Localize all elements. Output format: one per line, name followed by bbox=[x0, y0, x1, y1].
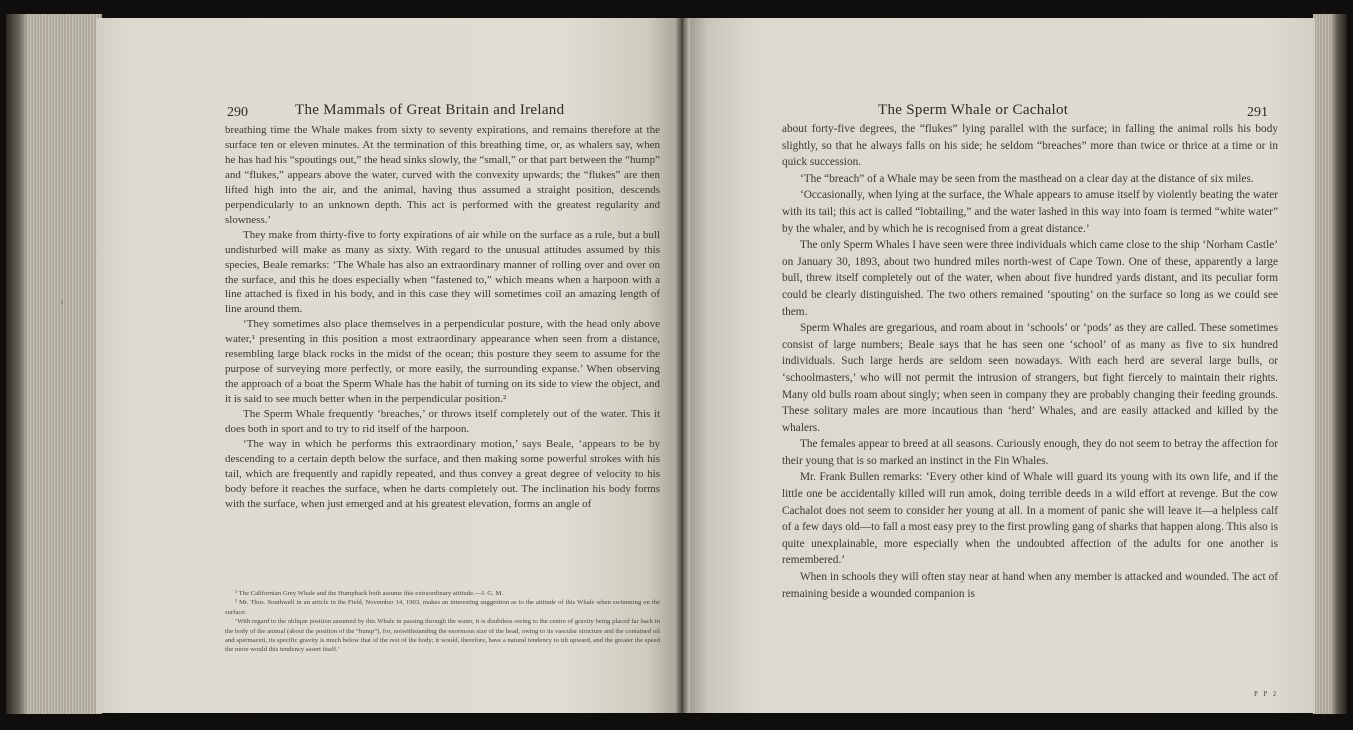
running-head: The Sperm Whale or Cachalot bbox=[878, 102, 1069, 118]
page-number: 290 bbox=[227, 105, 248, 120]
running-head: The Mammals of Great Britain and Ireland bbox=[295, 102, 565, 118]
paragraph: ‘They sometimes also place themselves in a perpendicular posture, with the head only above water,¹ presenting in this position a most extraordinary appearance when seen from a distance, resembling large black rocks in the midst of the ocean; this posture they seem to assume for the purpose of surveying more perfectly, or more easily, the surrounding expanse.’ When observing the approach of a boat the Sperm Whale has the habit of turning on its side to view the object, and it is said to see much better when in the perpendicular position.² bbox=[225, 318, 660, 406]
footnotes bbox=[225, 589, 660, 655]
right-page bbox=[682, 18, 1315, 713]
footnote: ¹ The Californian Grey Whale and the Humpback both assume this extraordinary attitude.—J. G. M. bbox=[235, 590, 504, 597]
paragraph: ‘The “breach” of a Whale may be seen from the masthead on a clear day at the distance of six miles. bbox=[800, 172, 1254, 185]
paragraph: Sperm Whales are gregarious, and roam about in ‘schools’ or ‘pods’ as they are called. These sometimes consist of large numbers; Beale says that he has seen one ‘school’ of as many as five to six hundred individuals. Such large herds are seldom seen nowadays. With each herd are several large bulls, or ‘schoolmasters,’ who will not permit the intrusion of strangers, but fight fiercely to maintain their rights. Many old bulls roam about singly; when seen in company they are probably changing their feeding grounds. These solitary males are more incautious than ‘herd’ Whales, and are easily attacked and killed by the whalers. bbox=[782, 322, 1278, 434]
paragraph: breathing time the Whale makes from sixty to seventy expirations, and remains therefore at the surface ten or eleven minutes. At the termination of this breathing time, or, as whalers say, when he has had his “spoutings out,” the head sinks slowly, the “small,” or that part between the “hump” and “flukes,” appears above the water, curved with the convexity upwards; the “flukes” are then lifted high into the air, and the animal, having thus assumed a straight position, descends perpendicularly to an unknown depth. This act is performed with the greatest regularity and slowness.’ bbox=[225, 124, 660, 226]
paragraph: The Sperm Whale frequently ‘breaches,’ or throws itself completely out of the water. This it does both in sport and to try to rid itself of the harpoon. bbox=[225, 408, 660, 436]
paragraph: about forty-five degrees, the “flukes” lying parallel with the surface; in falling the animal rolls his body slightly, so that he always falls on his side; he seldom “breaches” more than twice or thrice at a time or in quick succession. bbox=[782, 123, 1278, 169]
signature-mark: P P 2 bbox=[1254, 690, 1279, 698]
page-number: 291 bbox=[1247, 105, 1268, 120]
body-text bbox=[782, 121, 1278, 602]
body-text bbox=[225, 123, 660, 512]
paragraph: The females appear to breed at all seasons. Curiously enough, they do not seem to betray the affection for their young that is so marked an instinct in the Fin Whales. bbox=[782, 438, 1278, 467]
paragraph: ‘The way in which he performs this extraordinary motion,’ says Beale, ‘appears to be by descending to a certain depth below the surface, and then making some powerful strokes with his tail, which are frequently and rapidly repeated, and thus convey a great degree of velocity to his body before it reaches the surface, when he darts completely out. The inclination his body forms with the surface, when just emerged and at his greatest elevation, forms an angle of bbox=[225, 438, 660, 510]
right-page-edges bbox=[1313, 14, 1347, 714]
paragraph: They make from thirty-five to forty expirations of air while on the surface as a rule, but a bull undisturbed will make as many as sixty. With regard to the unusual attitudes assumed by this species, Beale remarks: ‘The Whale has also an extraordinary manner of rolling over and over on the surface, and this he does especially when “fastened to,” which means when a harpoon with a line attached is fixed in his body, and in this case they will sometimes coil an amazing length of line around them. bbox=[225, 228, 660, 316]
left-page-edges bbox=[6, 14, 102, 714]
paragraph: The only Sperm Whales I have seen were three individuals which came close to the ship ‘Norham Castle’ on January 30, 1893, about two hundred miles north-west of Cape Town. One of these, apparently a large bull, threw itself completely out of the water, when about five hundred yards distant, and its peculiar form could be clearly distinguished. The two others remained ‘spouting’ on the surface so long as we could see them. bbox=[782, 239, 1278, 318]
footnote: ‘With regard to the oblique position assumed by this Whale in passing through the water, it is doubtless owing to the centre of gravity being placed far back in the body of the animal (about the position of the “hump”), for, notwithstanding the enormous size of the head, owing to its vascular structure and the contained oil and spermaceti, its specific gravity is much below that of the rest of the body; it would, therefore, have a natural tendency to tilt upward, and the greater the speed the more would this tendency assert itself.’ bbox=[225, 618, 660, 654]
margin-mark: › bbox=[60, 296, 64, 308]
left-page bbox=[96, 18, 682, 713]
book-gutter bbox=[674, 18, 690, 713]
paragraph: ‘Occasionally, when lying at the surface, the Whale appears to amuse itself by violently beating the water with its tail; this act is called “lobtailing,” and the water lashed in this way into foam is termed “white water” by the whaler, and by which he is recognised from a great distance.’ bbox=[782, 189, 1278, 235]
paragraph: Mr. Frank Bullen remarks: ‘Every other kind of Whale will guard its young with its own life, and if the little one be accidentally killed will run amok, doing terrible deeds in a wild effort at revenge. But the cow Cachalot does not seem to consider her young at all. In a moment of panic she will leave it—a helpless calf of a few days old—to fall a most easy prey to the first prowling gang of sharks that happen along. This also is quite unexplainable, more especially when the undoubted affection of the adults for one another is remembered.’ bbox=[782, 471, 1278, 567]
footnote: ² Mr. Thos. Southwell in an article in the Field, November 14, 1903, makes an interesting suggestion as to the attitude of this Whale when swimming on the surface: bbox=[225, 599, 660, 616]
paragraph: When in schools they will often stay near at hand when any member is attacked and wounded. The act of remaining beside a wounded companion is bbox=[782, 571, 1278, 600]
